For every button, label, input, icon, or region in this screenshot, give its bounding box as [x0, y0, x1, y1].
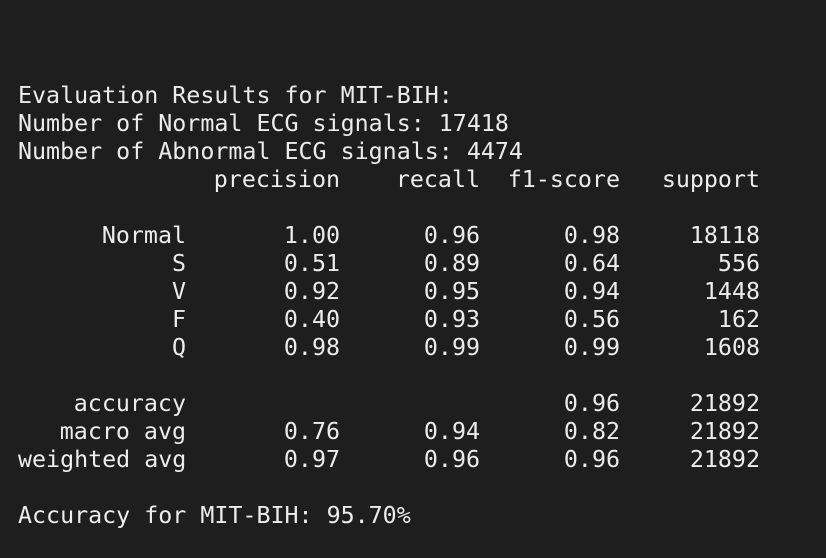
summary-row-weighted-avg — [18, 446, 826, 474]
summary-row-accuracy — [18, 390, 826, 418]
column-header-support: support — [661, 166, 760, 193]
f1-value: 0.94 — [563, 278, 620, 305]
row-label: weighted avg — [18, 446, 187, 473]
precision-value: 0.76 — [283, 418, 340, 445]
table-row — [18, 334, 826, 362]
support-value: 21892 — [689, 418, 760, 445]
blank-line — [18, 362, 826, 390]
recall-value: 0.95 — [423, 278, 480, 305]
table-row — [18, 306, 826, 334]
precision-value: 0.40 — [283, 306, 340, 333]
precision-value: 0.97 — [283, 446, 340, 473]
f1-value: 0.96 — [563, 390, 620, 417]
f1-value: 0.99 — [563, 334, 620, 361]
f1-value: 0.82 — [563, 418, 620, 445]
support-value: 21892 — [689, 446, 760, 473]
recall-value: 0.96 — [423, 222, 480, 249]
precision-value: 0.98 — [283, 334, 340, 361]
row-label: macro avg — [59, 418, 186, 445]
recall-value: 0.93 — [423, 306, 480, 333]
row-label: Q — [171, 334, 186, 361]
f1-value: 0.96 — [563, 446, 620, 473]
row-label: accuracy — [73, 390, 186, 417]
row-label: F — [171, 306, 186, 333]
column-header-recall: recall — [395, 166, 480, 193]
report-header-row — [18, 166, 826, 194]
recall-value: 0.94 — [423, 418, 480, 445]
blank-line — [18, 474, 826, 502]
summary-row-macro-avg — [18, 418, 826, 446]
support-value: 1608 — [703, 334, 760, 361]
support-value: 21892 — [689, 390, 760, 417]
recall-value: 0.96 — [423, 446, 480, 473]
table-row — [18, 250, 826, 278]
accuracy-result: Accuracy for MIT-BIH: 95.70% — [18, 502, 411, 529]
support-value: 556 — [717, 250, 760, 277]
blank-line — [18, 194, 826, 222]
row-label: S — [171, 250, 186, 277]
precision-value: 1.00 — [283, 222, 340, 249]
row-label: V — [171, 278, 186, 305]
normal-count: Number of Normal ECG signals: 17418 — [18, 110, 509, 137]
f1-value: 0.64 — [563, 250, 620, 277]
recall-value: 0.99 — [423, 334, 480, 361]
recall-value: 0.89 — [423, 250, 480, 277]
eval-title: Evaluation Results for MIT-BIH: — [18, 82, 453, 109]
column-header-f1-score: f1-score — [507, 166, 620, 193]
row-label: Normal — [101, 222, 186, 249]
precision-value: 0.92 — [283, 278, 340, 305]
support-value: 1448 — [703, 278, 760, 305]
abnormal-count: Number of Abnormal ECG signals: 4474 — [18, 138, 523, 165]
table-row — [18, 278, 826, 306]
f1-value: 0.56 — [563, 306, 620, 333]
support-value: 18118 — [689, 222, 760, 249]
column-header-precision: precision — [213, 166, 340, 193]
table-row — [18, 222, 826, 250]
f1-value: 0.98 — [563, 222, 620, 249]
support-value: 162 — [717, 306, 760, 333]
precision-value: 0.51 — [283, 250, 340, 277]
